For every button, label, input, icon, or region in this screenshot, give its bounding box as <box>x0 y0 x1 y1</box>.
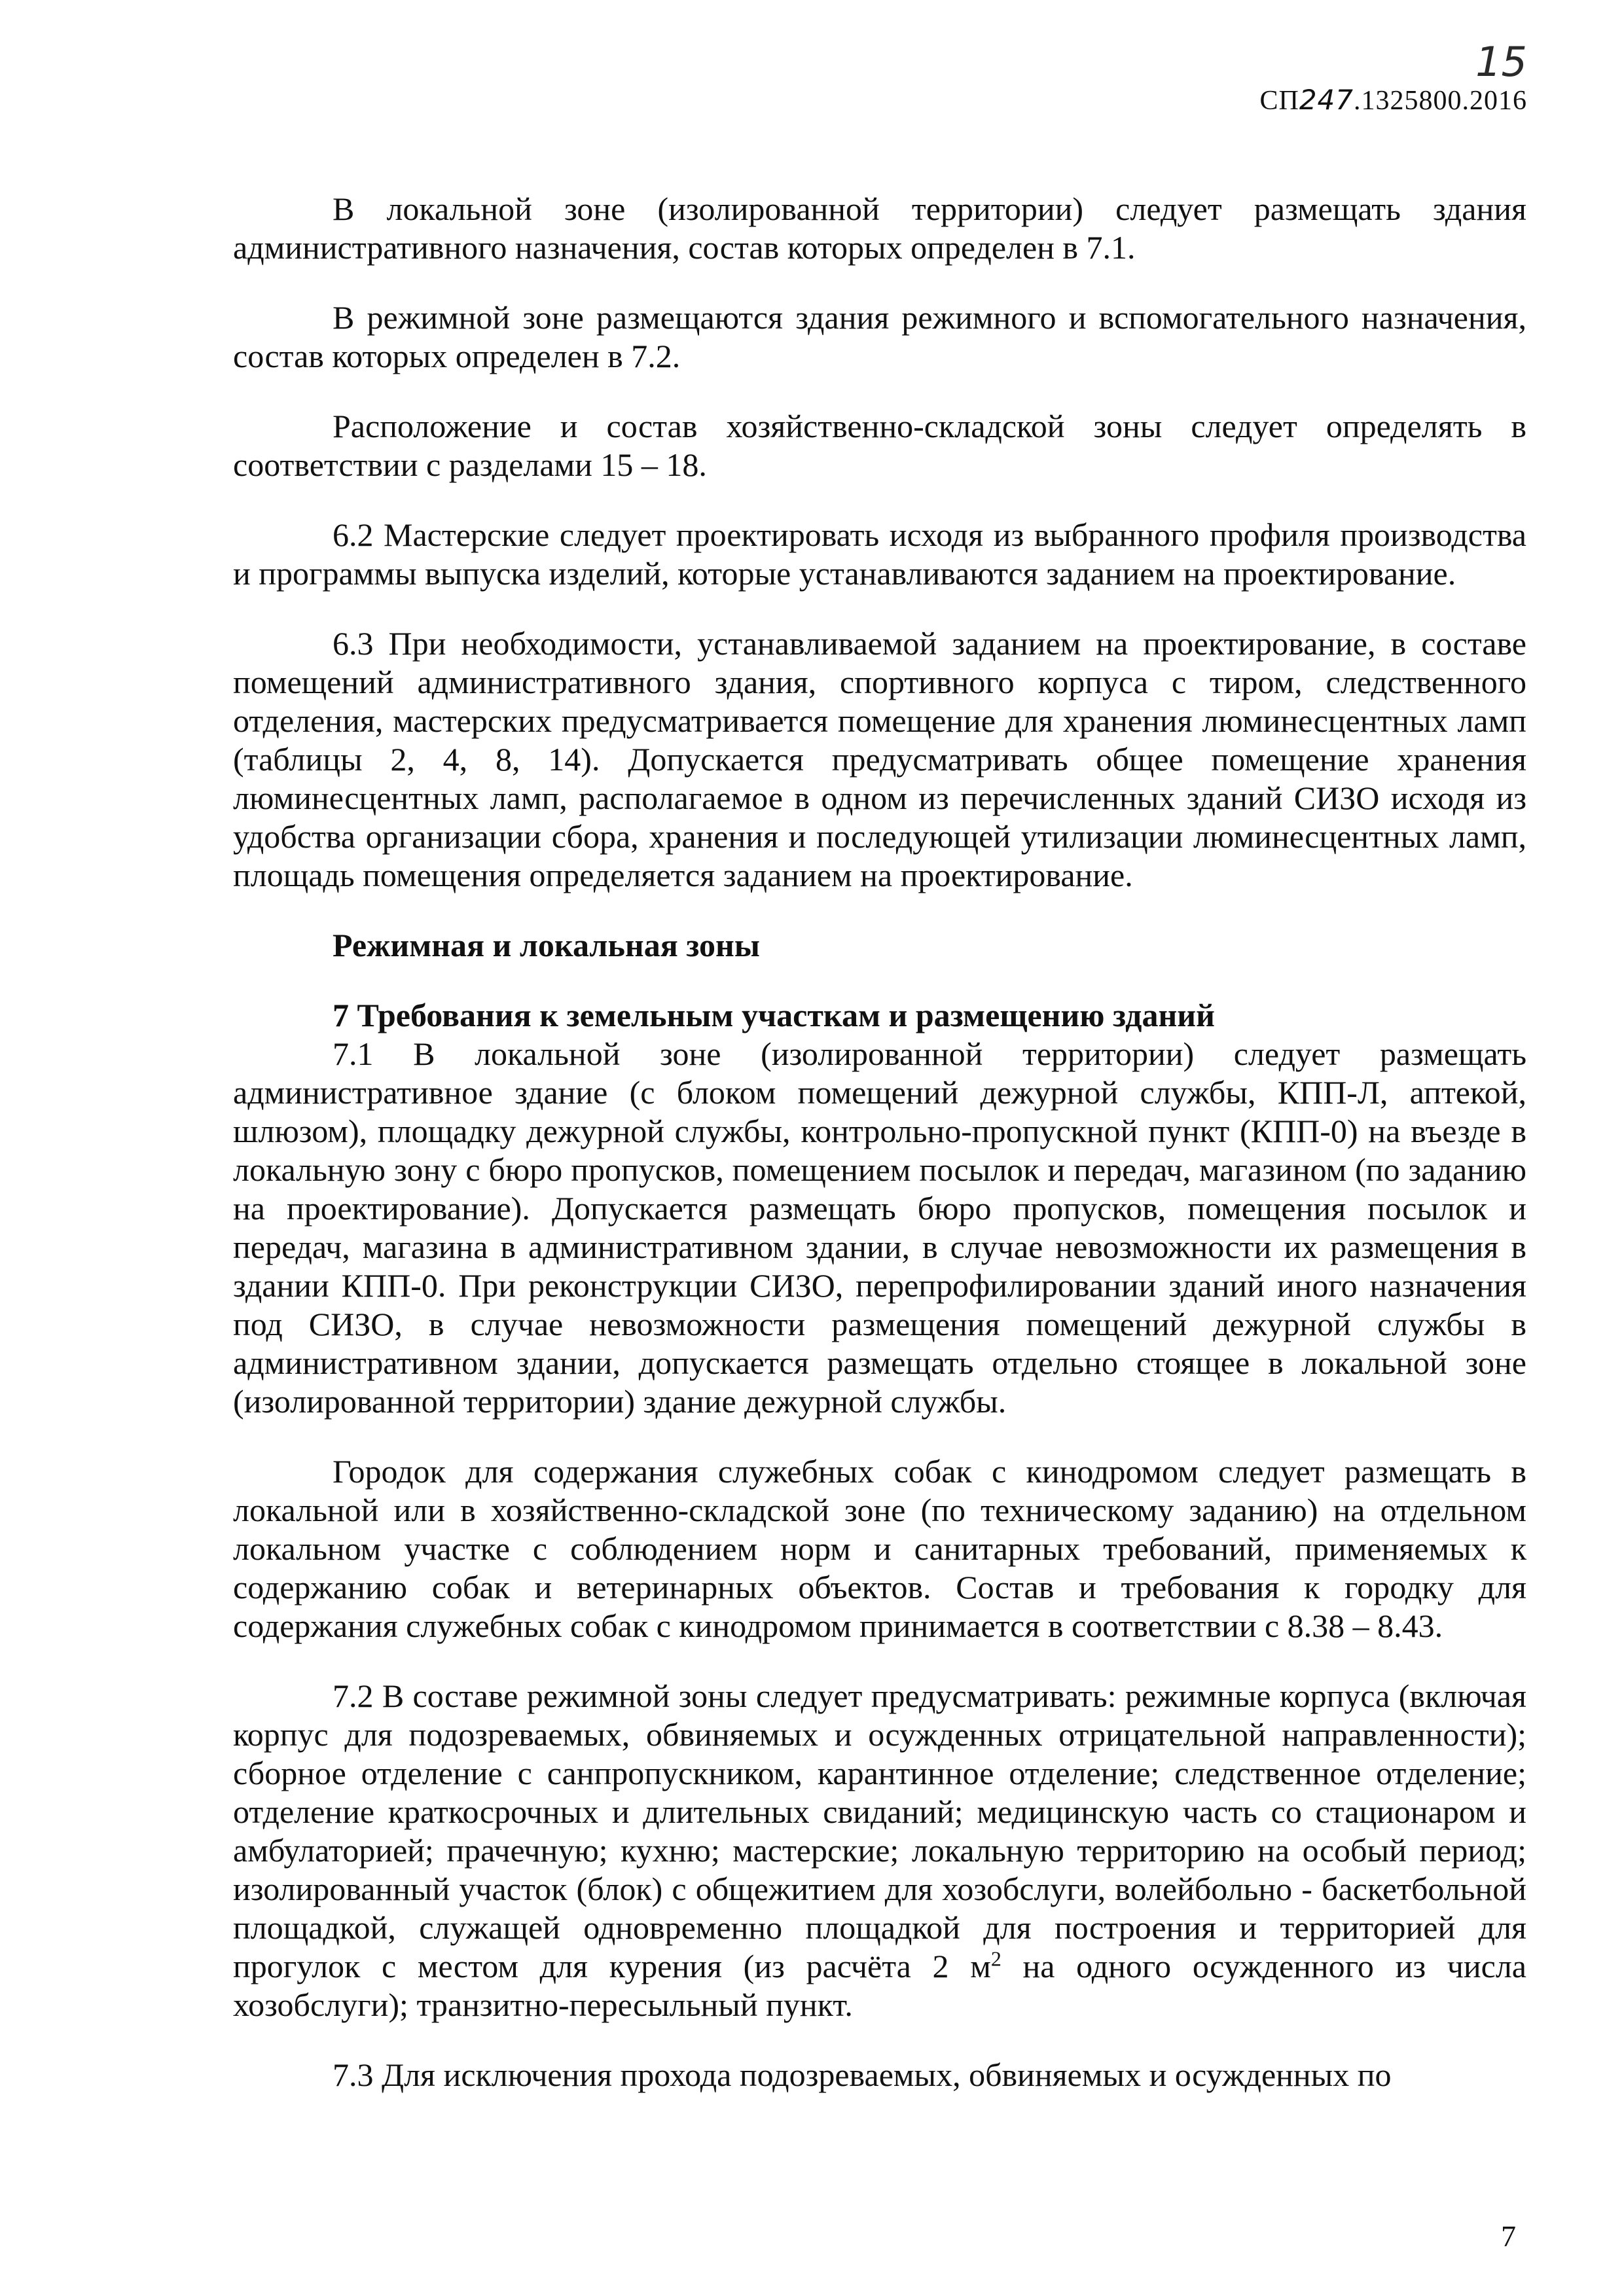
handwritten-sheet-number: 15 <box>1475 38 1527 86</box>
paragraph-dog-facility: Городок для содержания служебных собак с кинодромом следует размещать в локальной или в хозяйственно-складской зоне (по техническому заданию) на отдельном локальном участке с соблюдением норм и санитарных требований, применяемых к содержанию собак и ветеринарных объектов. Состав и требования к городку для содержания служебных собак с кинодромом принимается в соответствии с 8.38 – 8.43. <box>233 1453 1526 1644</box>
section-heading-7: 7 Требования к земельным участкам и размещению зданий <box>333 997 1215 1033</box>
paragraph-6-3: 6.3 При необходимости, устанавливаемой заданием на проектирование, в составе помещений административного здания, спортивного корпуса с тиром, следственного отделения, мастерских предусматривается помещение для хранения люминесцентных ламп (таблицы 2, 4, 8, 14). Допускается предусматривать общее помещение хранения люминесцентных ламп, располагаемое в одном из перечисленных зданий СИЗО исходя из удобства организации сбора, хранения и последующей утилизации люминесцентных ламп, площадь помещения определяется заданием на проектирование. <box>233 625 1526 893</box>
doc-code-suffix: .1325800.2016 <box>1354 86 1527 116</box>
paragraph-6-2: 6.2 Мастерские следует проектировать исходя из выбранного профиля производства и программы выпуска изделий, которые устанавливаются заданием на проектирование. <box>233 516 1526 592</box>
doc-code-prefix: СП <box>1259 86 1299 116</box>
paragraph-storage-zone: Расположение и состав хозяйственно-складской зоны следует определять в соответствии с разделами 15 – 18. <box>233 408 1526 483</box>
paragraph-7-2 <box>233 1677 1526 2024</box>
paragraph-7-1: 7.1 В локальной зоне (изолированной территории) следует размещать административное здание (с блоком помещений дежурной службы, КПП-Л, аптекой, шлюзом), площадку дежурной службы, контрольно-пропускной пункт (КПП-0) на въезде в локальную зону с бюро пропусков, помещением посылок и передач, магазином (по заданию на проектирование). Допускается размещать бюро пропусков, помещения посылок и передач, магазина в административном здании, в случае невозможности их размещения в здании КПП-0. При реконструкции СИЗО, перепрофилировании зданий иного назначения под СИЗО, в случае невозможности размещения помещений дежурной службы в административном здании, допускается размещать отдельно стоящее в локальной зоне (изолированной территории) здание дежурной службы. <box>233 1035 1526 1420</box>
paragraph-local-zone: В локальной зоне (изолированной территории) следует размещать здания административного назначения, состав которых определен в 7.1. <box>233 190 1526 266</box>
page-number: 7 <box>1501 2219 1516 2253</box>
paragraph-7-2-text-b: на одного осужденного из числа хозобслуги); транзитно-пересыльный пункт. <box>233 1948 1526 2023</box>
section-heading-zones: Режимная и локальная зоны <box>333 927 760 963</box>
paragraph-regime-zone: В режимной зоне размещаются здания режимного и вспомогательного назначения, состав которых определен в 7.2. <box>233 299 1526 374</box>
document-body <box>233 190 1526 2094</box>
paragraph-7-2-text-a: 7.2 В составе режимной зоны следует предусматривать: режимные корпуса (включая корпус для подозреваемых, обвиняемых и осужденных отрицательной направленности); сборное отделение с санпропускником, карантинное отделение; следственное отделение; отделение краткосрочных и длительных свиданий; медицинскую часть со стационаром и амбулаторией; прачечную; кухню; мастерские; локальную территорию на особый период; изолированный участок (блок) с общежитием для хозобслуги, волейбольно - баскетбольной площадкой, служащей одновременно площадкой для построения и территорией для прогулок с местом для курения (из расчёта 2 м <box>233 1677 1526 1984</box>
doc-code-handwritten: 247 <box>1299 84 1354 116</box>
superscript-2: 2 <box>990 1946 1001 1971</box>
paragraph-7-3: 7.3 Для исключения прохода подозреваемых, обвиняемых и осужденных по <box>333 2056 1392 2093</box>
document-code <box>1259 84 1527 117</box>
